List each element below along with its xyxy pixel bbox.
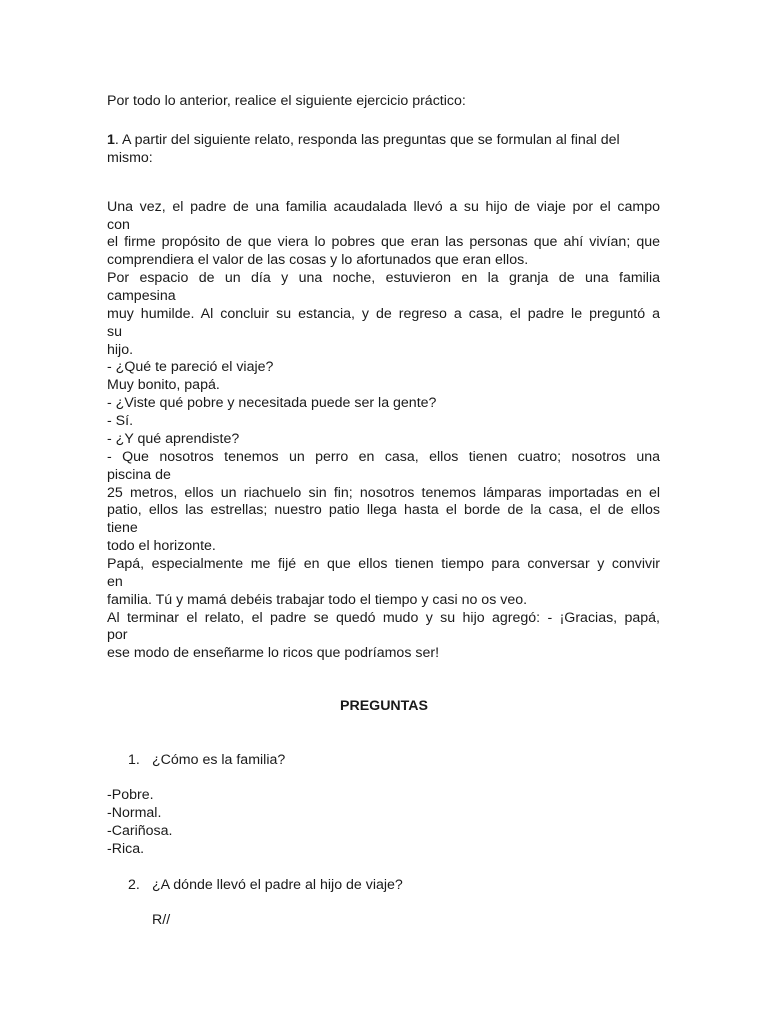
question-text: ¿A dónde llevó el padre al hijo de viaje? (152, 877, 403, 893)
story-line: Una vez, el padre de una familia acaudalada llevó a su hijo de viaje por el campo (107, 199, 660, 215)
question-text: ¿Cómo es la familia? (152, 752, 286, 768)
story-line: Al terminar el relato, el padre se quedó mudo y su hijo agregó: - ¡Gracias, papá, (107, 610, 660, 626)
story-line: piscina de (107, 467, 171, 483)
answer-option: -Rica. (107, 841, 145, 857)
story-line: comprendiera el valor de las cosas y lo afortunados que eran ellos. (107, 252, 529, 268)
answer-option: -Cariñosa. (107, 823, 173, 839)
story-line: hijo. (107, 342, 134, 358)
intro-text: Por todo lo anterior, realice el siguiente ejercicio práctico: (107, 93, 466, 109)
story-line: patio, ellos las estrellas; nuestro patio llega hasta el borde de la casa, el de ellos (107, 502, 660, 518)
exercise-instruction-line-1 (107, 131, 620, 149)
exercise-instruction-line-2: mismo: (107, 150, 153, 166)
story-line: tiene (107, 520, 138, 536)
answer-option: -Pobre. (107, 787, 154, 803)
story-line: - ¿Y qué aprendiste? (107, 431, 240, 447)
story-line: - Sí. (107, 413, 134, 429)
story-line: familia. Tú y mamá debéis trabajar todo el tiempo y casi no os veo. (107, 592, 528, 608)
story-line: - ¿Viste qué pobre y necesitada puede ser la gente? (107, 395, 437, 411)
story-line: por (107, 627, 128, 643)
story-line: Por espacio de un día y una noche, estuvieron en la granja de una familia (107, 270, 660, 286)
story-line: Papá, especialmente me fijé en que ellos tienen tiempo para conversar y convivir (107, 556, 660, 572)
question-number: 2. (128, 877, 140, 893)
story-line: 25 metros, ellos un riachuelo sin fin; nosotros tenemos lámparas importadas en el (107, 485, 660, 501)
exercise-number: 1 (107, 132, 115, 148)
story-line: Muy bonito, papá. (107, 377, 220, 393)
story-line: - Que nosotros tenemos un perro en casa, ellos tienen cuatro; nosotros una (107, 449, 660, 465)
exercise-instruction-text: . A partir del siguiente relato, responda las preguntas que se formulan al final del (114, 132, 620, 148)
story-line: todo el horizonte. (107, 538, 216, 554)
story-line: - ¿Qué te pareció el viaje? (107, 359, 274, 375)
story-line: el firme propósito de que viera lo pobres que eran las personas que ahí vivían; que (107, 234, 660, 250)
story-line: campesina (107, 288, 176, 304)
story-line: en (107, 574, 123, 590)
story-line: con (107, 217, 130, 233)
story-line: su (107, 324, 122, 340)
answer-option: -Normal. (107, 805, 162, 821)
questions-heading: PREGUNTAS (339, 698, 429, 714)
story-line: ese modo de enseñarme lo ricos que podríamos ser! (107, 645, 440, 661)
story-line: muy humilde. Al concluir su estancia, y de regreso a casa, el padre le preguntó a (107, 306, 660, 322)
answer-placeholder: R// (152, 912, 171, 928)
question-number: 1. (128, 752, 140, 768)
